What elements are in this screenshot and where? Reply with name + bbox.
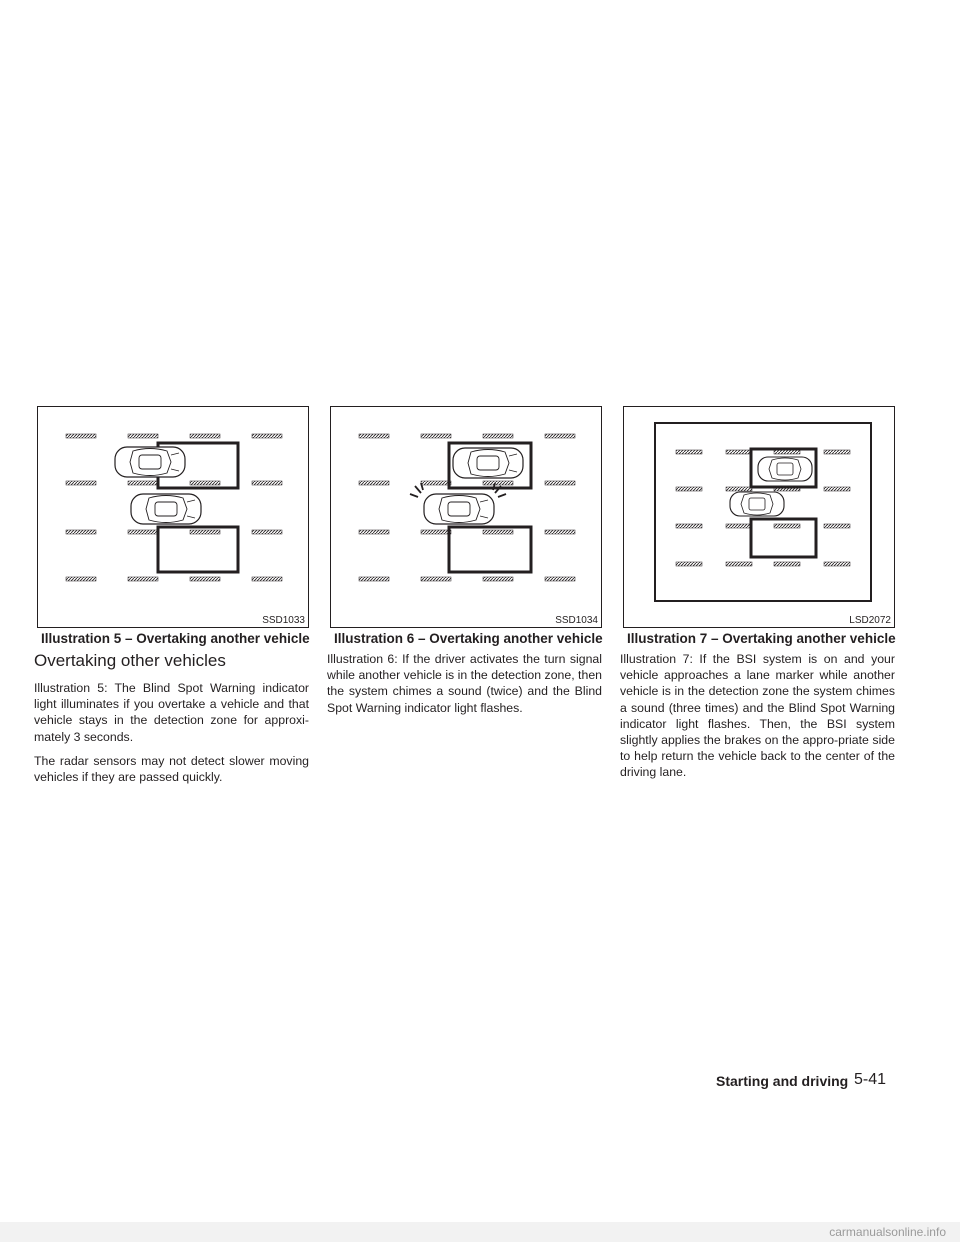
watermark-link[interactable]: carmanualsonline.info: [0, 1222, 960, 1242]
figure-code: SSD1034: [555, 615, 598, 626]
illustration-7-diagram: [624, 407, 894, 627]
own-vehicle: [424, 494, 494, 524]
col3-paragraph-1: Illustration 7: If the BSI system is on and your vehicle approaches a lane marker while another vehicle is in the detection zone the system chimes a sound (three times) and the Blind Spot Warning indicator light flashes. Then, the BSI system slightly applies the brakes on the appro-priate side to help return the vehicle back to the center of the driving lane.: [620, 652, 895, 780]
adjacent-vehicle: [758, 457, 812, 481]
figure-code: SSD1033: [262, 615, 305, 626]
figure-caption-5: Illustration 5 – Overtaking another vehicle: [41, 631, 310, 646]
col1-paragraph-1: Illustration 5: The Blind Spot Warning indicator light illuminates if you overtake a vehicle and that vehicle stays in the detection zone for approxi-mately 3 seconds.: [34, 681, 309, 744]
illustration-5-diagram: [38, 407, 308, 627]
figure-caption-7: Illustration 7 – Overtaking another vehicle: [627, 631, 896, 646]
illustration-6-diagram: [331, 407, 601, 627]
figure-illustration-7: [623, 406, 895, 628]
col2-paragraph-1: Illustration 6: If the driver activates the turn signal while another vehicle is in the detection zone, then the system chimes a sound (twice) and the Blind Spot Warning indicator light flashes.: [327, 652, 602, 715]
page-number: 5-41: [854, 1071, 887, 1088]
figure-illustration-6: [330, 406, 602, 628]
figure-illustration-5: [37, 406, 309, 628]
figure-caption-6: Illustration 6 – Overtaking another vehicle: [334, 631, 603, 646]
adjacent-vehicle: [453, 448, 523, 478]
footer-section-title: Starting and driving: [716, 1073, 849, 1089]
overtaken-vehicle: [115, 447, 185, 477]
col1-paragraph-2: The radar sensors may not detect slower moving vehicles if they are passed quickly.: [34, 754, 309, 785]
figure-code: LSD2072: [849, 615, 891, 626]
own-vehicle: [730, 492, 784, 516]
section-heading: Overtaking other vehicles: [34, 651, 226, 670]
own-vehicle: [131, 494, 201, 524]
